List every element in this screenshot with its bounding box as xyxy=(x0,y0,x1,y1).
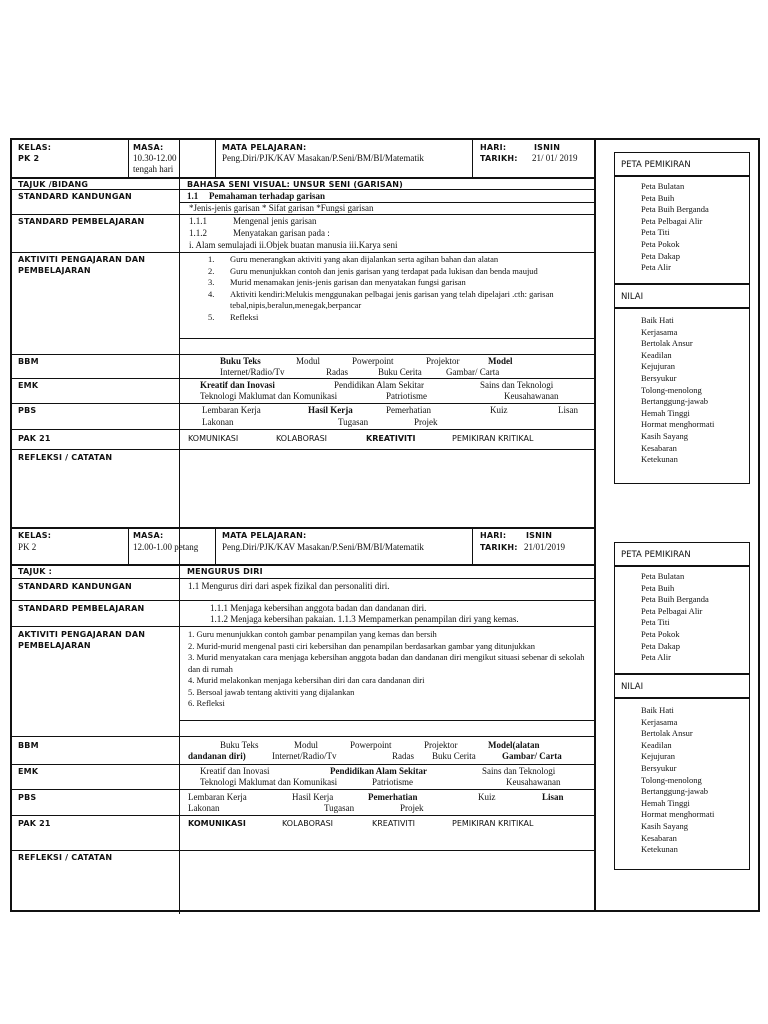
emk-item: Kreatif dan Inovasi xyxy=(200,766,270,776)
divider xyxy=(12,449,594,450)
sp-num-2: 1.1.2 xyxy=(189,228,207,238)
nilai-list xyxy=(614,698,750,870)
emk-item: Keusahawanan xyxy=(506,777,561,787)
side-list-item: Peta Titi xyxy=(641,617,670,628)
kelas-label: KELAS: xyxy=(18,531,52,540)
activity-item: 4. Murid melakonkan menjaga kebersihan diri dan cara dandanan diri xyxy=(188,675,425,685)
pbs-item: Lakonan xyxy=(202,417,234,427)
divider xyxy=(12,403,594,404)
pbs-item: Pemerhatian xyxy=(368,792,418,802)
bbm-item: Internet/Radio/Tv xyxy=(220,367,285,377)
mata-pelajaran-label: MATA PELAJARAN: xyxy=(222,143,307,152)
sp-text-2: Menyatakan garisan pada : xyxy=(233,228,330,238)
bbm-item: Radas xyxy=(326,367,348,377)
divider xyxy=(12,378,594,379)
divider xyxy=(12,736,594,737)
pbs-item: Lisan xyxy=(542,792,564,802)
divider xyxy=(12,252,594,253)
kelas-value: PK 2 xyxy=(18,542,37,552)
pak21-item: KOLABORASI xyxy=(276,434,328,443)
masa-label: MASA: xyxy=(133,143,164,152)
sk-label: STANDARD KANDUNGAN xyxy=(18,582,132,591)
side-list-item: Peta Alir xyxy=(641,652,671,663)
side-list-item: Kejujuran xyxy=(641,751,675,762)
sp-line-1: 1.1.1 Menjaga kebersihan anggota badan dan dandanan diri. xyxy=(210,603,427,613)
pbs-item: Kuiz xyxy=(478,792,496,802)
masa-label: MASA: xyxy=(133,531,164,540)
side-list-item: Kejujuran xyxy=(641,361,675,372)
side-list-item: Peta Pelbagai Alir xyxy=(641,605,703,616)
activity-item xyxy=(208,277,592,289)
divider xyxy=(12,789,594,790)
emk-item: Pendidikan Alam Sekitar xyxy=(330,766,428,776)
side-list-item: Bertolak Ansur xyxy=(641,728,693,739)
side-list-item: Peta Buih Berganda xyxy=(641,594,709,605)
pak21-item: KOMUNIKASI xyxy=(188,434,239,443)
activity-text: Guru menunjukkan contoh dan jenis garisan yang terdapat pada lukisan dan benda maujud xyxy=(230,265,538,276)
side-list-item: Peta Dakap xyxy=(641,250,680,261)
sp-line-2: 1.1.2 Menjaga kebersihan pakaian. 1.1.3 Mempamerkan penampilan diri yang kemas. xyxy=(210,614,519,624)
hari-value: ISNIN xyxy=(526,531,553,540)
side-list-item: Bersyukur xyxy=(641,372,677,383)
bbm-item: Model(alatan xyxy=(488,740,540,750)
pbs-item: Lisan xyxy=(558,405,578,415)
masa-value: 12.00-1.00 petang xyxy=(133,542,199,552)
side-list-item: Bertanggung-jawab xyxy=(641,786,709,797)
peta-pemikiran-title: PETA PEMIKIRAN xyxy=(621,550,691,560)
pbs-item: Lakonan xyxy=(188,803,220,813)
sp-text-1: Mengenal jenis garisan xyxy=(233,216,317,226)
aktiviti-label-2: PEMBELAJARAN xyxy=(18,266,91,275)
tarikh-label: TARIKH: xyxy=(480,543,518,552)
bbm-item: Projektor xyxy=(424,740,458,750)
activity-number: 4. xyxy=(208,288,215,299)
section-divider xyxy=(12,527,594,529)
activity-number: 3. xyxy=(208,277,215,287)
aktiviti-label: AKTIVITI PENGAJARAN DAN xyxy=(18,630,146,639)
divider xyxy=(472,527,473,565)
activity-item: 2. Murid-murid mengenal pasti ciri kebersihan dan penampilan berdasarkan gambar yang ditunjukkan xyxy=(188,640,535,651)
emk-item: Patriotisme xyxy=(372,777,413,787)
bbm-item: Projektor xyxy=(426,356,460,366)
side-list-item: Keadilan xyxy=(641,349,672,360)
peta-pemikiran-header xyxy=(614,542,750,566)
divider xyxy=(12,626,594,627)
pbs-item: Lembaran Kerja xyxy=(202,405,261,415)
emk-item: Teknologi Maklumat dan Komunikasi xyxy=(200,391,338,401)
peta-pemikiran-list xyxy=(614,566,750,674)
activity-number: 1. xyxy=(208,254,215,264)
tajuk-value: MENGURUS DIRI xyxy=(187,567,263,576)
hari-value: ISNIN xyxy=(534,143,561,152)
peta-pemikiran-list xyxy=(614,176,750,284)
bbm-item: Gambar/ Carta xyxy=(502,751,562,761)
nilai-title: NILAI xyxy=(621,682,644,692)
divider xyxy=(12,764,594,765)
refleksi-label: REFLEKSI / CATATAN xyxy=(18,853,113,862)
emk-item: Sains dan Teknologi xyxy=(482,766,556,776)
pak21-item: KOMUNIKASI xyxy=(188,819,246,828)
pbs-item: Kuiz xyxy=(490,405,508,415)
emk-item: Sains dan Teknologi xyxy=(480,380,554,390)
bbm-item: Internet/Radio/Tv xyxy=(272,751,337,761)
mata-pelajaran-label: MATA PELAJARAN: xyxy=(222,531,307,540)
side-list-item: Peta Titi xyxy=(641,227,670,238)
tarikh-value: 21/01/2019 xyxy=(524,542,566,552)
tajuk-value: BAHASA SENI VISUAL: UNSUR SENI (GARISAN) xyxy=(187,180,403,189)
bbm-label: BBM xyxy=(18,741,39,750)
activity-item: 1. Guru menunjukkan contoh gambar penampilan yang kemas dan bersih xyxy=(188,629,437,639)
mata-pelajaran-value: Peng.Diri/PJK/KAV Masakan/P.Seni/BM/BI/Matematik xyxy=(222,542,424,552)
pbs-label: PBS xyxy=(18,793,37,802)
pbs-item: Projek xyxy=(400,803,424,813)
masa-value: 10.30-12.00 xyxy=(133,153,177,163)
bbm-item: Powerpoint xyxy=(352,356,394,366)
divider xyxy=(215,140,216,178)
side-panel xyxy=(596,138,760,912)
side-list-item: Bertanggung-jawab xyxy=(641,396,709,407)
divider xyxy=(128,527,129,565)
bbm-item: Gambar/ Carta xyxy=(446,367,500,377)
side-list-item: Peta Buih xyxy=(641,192,675,203)
activity-text: Murid menamakan jenis-jenis garisan dan menyatakan fungsi garisan xyxy=(230,277,466,287)
emk-label: EMK xyxy=(18,767,39,776)
side-list-item: Ketekunan xyxy=(641,844,678,855)
pak21-item: KREATIVITI xyxy=(372,819,416,828)
side-list-item: Peta Bulatan xyxy=(641,571,685,581)
divider xyxy=(12,429,594,430)
side-list-item: Peta Dakap xyxy=(641,640,680,651)
activity-text: Guru menerangkan aktiviti yang akan dijalankan serta agihan bahan dan alatan xyxy=(230,254,499,264)
sk-text: Pemahaman terhadap garisan xyxy=(209,191,326,201)
activity-text: Refleksi xyxy=(230,311,259,322)
emk-item: Teknologi Maklumat dan Komunikasi xyxy=(200,777,338,787)
side-list-item: Peta Buih xyxy=(641,582,675,593)
side-list-item: Kesabaran xyxy=(641,832,677,843)
side-list-item: Peta Pelbagai Alir xyxy=(641,215,703,226)
kelas-value: PK 2 xyxy=(18,154,40,163)
activity-item: 3. Murid menyatakan cara menjaga kebersihan anggota badan dan dandanan diri mengikut situasi sebenar di sekolah dan di rumah xyxy=(188,652,585,674)
activity-text: Aktiviti kendiri:Melukis menggunakan pelbagai jenis garisan yang telah dipelajari .cth: garisan tebal,nipis,beralun,menegak,berpancar xyxy=(230,288,554,310)
bbm-item: Buku Teks xyxy=(220,740,259,750)
pak21-label: PAK 21 xyxy=(18,434,51,443)
side-list-item: Kerjasama xyxy=(641,326,678,337)
emk-item: Keusahawanan xyxy=(504,391,559,401)
nilai-title: NILAI xyxy=(621,292,644,302)
activity-item xyxy=(208,266,592,278)
divider xyxy=(215,527,216,565)
bbm-item: Modul xyxy=(294,740,319,750)
hari-label: HARI: xyxy=(480,531,507,540)
divider xyxy=(12,354,594,355)
side-list-item: Baik Hati xyxy=(641,705,674,715)
bbm-item: Buku Cerita xyxy=(378,367,422,377)
peta-pemikiran-title: PETA PEMIKIRAN xyxy=(621,160,691,170)
pak21-item: PEMIKIRAN KRITIKAL xyxy=(452,819,534,828)
side-list-item: Hormat menghormati xyxy=(641,809,715,820)
divider xyxy=(12,600,594,601)
activity-item: 5. Bersoal jawab tentang aktiviti yang dijalankan xyxy=(188,686,355,697)
activity-item xyxy=(208,312,592,324)
nilai-header xyxy=(614,674,750,698)
masa-value-2: tengah hari xyxy=(133,164,174,174)
tajuk-label: TAJUK : xyxy=(18,567,53,576)
peta-pemikiran-header xyxy=(614,152,750,176)
nilai-list xyxy=(614,308,750,484)
pak21-item: KREATIVITI xyxy=(366,434,416,443)
pbs-item: Tugasan xyxy=(324,803,355,813)
side-list-item: Tolong-menolong xyxy=(641,774,702,785)
sp-num-1: 1.1.1 xyxy=(189,216,207,226)
activity-number: 2. xyxy=(208,265,215,276)
sp-text-3: i. Alam semulajadi ii.Objek buatan manusia iii.Karya seni xyxy=(189,240,398,250)
pak21-label: PAK 21 xyxy=(18,819,51,828)
activity-list xyxy=(208,254,592,323)
side-list-item: Peta Bulatan xyxy=(641,181,685,191)
bbm-item: Model xyxy=(488,356,513,366)
side-list-item: Peta Pokok xyxy=(641,628,680,639)
bbm-label: BBM xyxy=(18,357,39,366)
activity-item xyxy=(208,254,592,266)
pbs-label: PBS xyxy=(18,406,37,415)
sk-detail: *Jenis-jenis garisan * Sifat garisan *Fungsi garisan xyxy=(189,203,374,213)
side-list-item: Peta Alir xyxy=(641,262,671,273)
side-list-item: Peta Pokok xyxy=(641,238,680,249)
tarikh-label: TARIKH: xyxy=(480,154,518,163)
sk-label: STANDARD KANDUNGAN xyxy=(18,192,132,201)
lesson-plan-table xyxy=(10,138,596,912)
divider xyxy=(12,850,594,851)
side-list-item: Kasih Sayang xyxy=(641,430,688,441)
sp-label: STANDARD PEMBELAJARAN xyxy=(18,604,145,613)
pbs-item: Tugasan xyxy=(338,417,369,427)
bbm-item: Buku Cerita xyxy=(432,751,476,761)
pbs-item: Pemerhatian xyxy=(386,405,431,415)
side-list-item: Kasih Sayang xyxy=(641,820,688,831)
aktiviti-label-2: PEMBELAJARAN xyxy=(18,641,91,650)
divider xyxy=(179,720,594,721)
side-list-item: Peta Buih Berganda xyxy=(641,204,709,215)
emk-item: Pendidikan Alam Sekitar xyxy=(334,380,424,390)
bbm-item: Powerpoint xyxy=(350,740,392,750)
hari-label: HARI: xyxy=(480,143,507,152)
activity-item: 6. Refleksi xyxy=(188,698,225,708)
side-list-item: Hormat menghormati xyxy=(641,419,715,430)
pbs-item: Projek xyxy=(414,417,438,427)
divider xyxy=(12,815,594,816)
divider xyxy=(12,578,594,579)
refleksi-label: REFLEKSI / CATATAN xyxy=(18,453,113,462)
pak21-item: KOLABORASI xyxy=(282,819,334,828)
emk-label: EMK xyxy=(18,381,39,390)
nilai-header xyxy=(614,284,750,308)
sk-num: 1.1 xyxy=(187,191,199,201)
divider xyxy=(472,140,473,178)
sp-label: STANDARD PEMBELAJARAN xyxy=(18,217,145,226)
pbs-item: Hasil Kerja xyxy=(308,405,353,415)
activity-number: 5. xyxy=(208,311,215,322)
divider xyxy=(12,564,594,566)
side-list-item: Keadilan xyxy=(641,739,672,750)
tajuk-label: TAJUK /BIDANG xyxy=(18,180,89,189)
kelas-label: KELAS: xyxy=(18,143,52,152)
divider xyxy=(128,140,129,178)
bbm-item: Radas xyxy=(392,751,414,761)
divider xyxy=(179,338,594,339)
emk-item: Kreatif dan Inovasi xyxy=(200,380,275,390)
pak21-item: PEMIKIRAN KRITIKAL xyxy=(452,434,534,443)
bbm-item: Modul xyxy=(296,356,321,366)
side-list-item: Kesabaran xyxy=(641,442,677,453)
aktiviti-label: AKTIVITI PENGAJARAN DAN xyxy=(18,255,146,264)
side-list-item: Baik Hati xyxy=(641,315,674,325)
side-list-item: Hemah Tinggi xyxy=(641,407,690,418)
mata-pelajaran-value: Peng.Diri/PJK/KAV Masakan/P.Seni/BM/BI/Matematik xyxy=(222,153,424,163)
emk-item: Patriotisme xyxy=(386,391,427,401)
divider xyxy=(12,214,594,215)
side-list-item: Kerjasama xyxy=(641,716,678,727)
bbm-item: Buku Teks xyxy=(220,356,261,366)
activity-item xyxy=(208,289,592,312)
activity-list xyxy=(188,629,592,710)
side-list-item: Ketekunan xyxy=(641,454,678,465)
side-list-item: Hemah Tinggi xyxy=(641,797,690,808)
side-list-item: Bertolak Ansur xyxy=(641,338,693,349)
sk-value: 1.1 Mengurus diri dari aspek fizikal dan personaliti diri. xyxy=(188,581,390,591)
side-list-item: Bersyukur xyxy=(641,762,677,773)
side-list-item: Tolong-menolong xyxy=(641,384,702,395)
tarikh-value: 21/ 01/ 2019 xyxy=(532,153,578,163)
pbs-item: Hasil Kerja xyxy=(292,792,334,802)
bbm-item: dandanan diri) xyxy=(188,751,246,761)
pbs-item: Lembaran Kerja xyxy=(188,792,247,802)
